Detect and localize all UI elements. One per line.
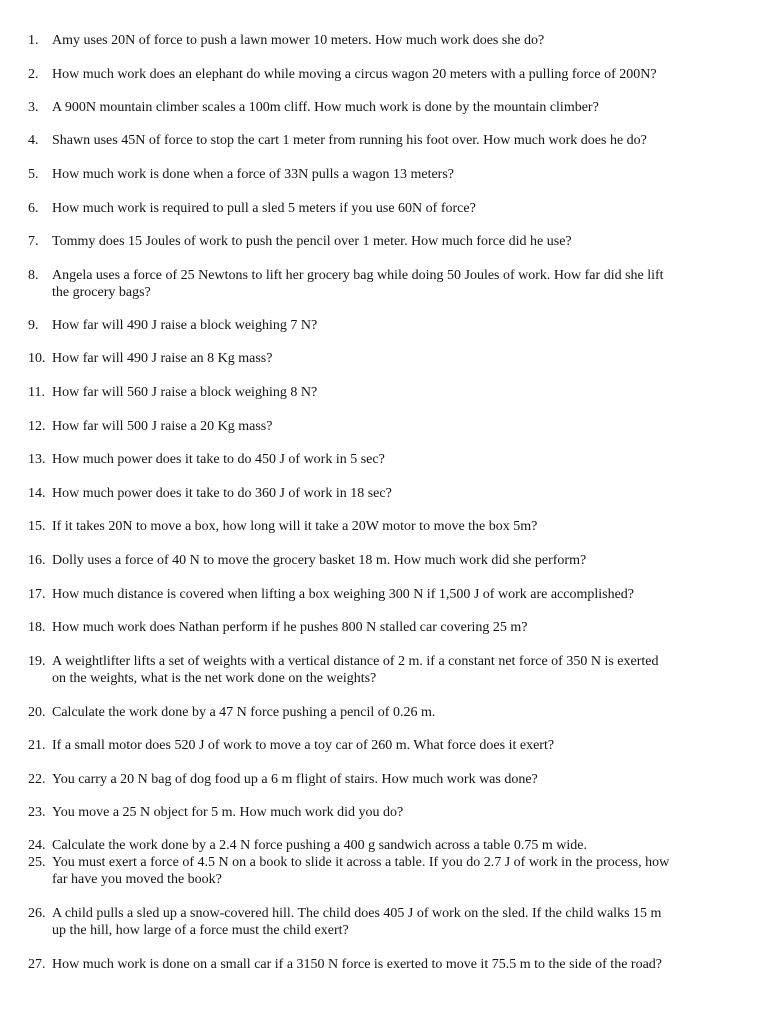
question-number: 26. <box>28 906 46 921</box>
question-text: How far will 490 J raise an 8 Kg mass? <box>52 351 273 366</box>
question-number: 23. <box>28 805 46 820</box>
question-text: How far will 500 J raise a 20 Kg mass? <box>52 419 273 434</box>
question-text: How much work does an elephant do while moving a circus wagon 20 meters with a pulling force of 200N? <box>52 67 657 82</box>
question-text: A 900N mountain climber scales a 100m cliff. How much work is done by the mountain climber? <box>52 100 599 115</box>
question-item <box>28 906 750 939</box>
question-text: Dolly uses a force of 40 N to move the grocery basket 18 m. How much work did she perform? <box>52 553 587 568</box>
question-item <box>28 738 750 755</box>
question-item <box>28 772 750 789</box>
question-item <box>28 268 750 301</box>
question-item <box>28 385 750 402</box>
question-text: How far will 490 J raise a block weighing 7 N? <box>52 318 318 333</box>
question-number: 12. <box>28 419 46 434</box>
question-item <box>28 553 750 570</box>
question-number: 10. <box>28 351 46 366</box>
question-text: How much work is done on a small car if a 3150 N force is exerted to move it 75.5 m to the side of the road? <box>52 957 663 972</box>
question-number: 8. <box>28 268 39 283</box>
question-number: 5. <box>28 167 39 182</box>
question-item <box>28 486 750 503</box>
question-item <box>28 351 750 368</box>
question-item <box>28 957 750 974</box>
question-number: 2. <box>28 67 39 82</box>
question-number: 19. <box>28 654 46 669</box>
question-text: Calculate the work done by a 47 N force pushing a pencil of 0.26 m. <box>52 705 436 720</box>
question-item <box>28 620 750 637</box>
question-number: 9. <box>28 318 39 333</box>
question-item <box>28 587 750 604</box>
question-text: If it takes 20N to move a box, how long will it take a 20W motor to move the box 5m? <box>52 519 538 534</box>
question-item <box>28 419 750 436</box>
question-item <box>28 67 750 84</box>
question-number: 11. <box>28 385 45 400</box>
question-text: You carry a 20 N bag of dog food up a 6 m flight of stairs. How much work was done? <box>52 772 538 787</box>
question-item <box>28 167 750 184</box>
question-number: 18. <box>28 620 46 635</box>
question-item <box>28 805 750 822</box>
question-item <box>28 201 750 218</box>
question-text: How much power does it take to do 360 J of work in 18 sec? <box>52 486 392 501</box>
question-number: 24. <box>28 838 46 853</box>
question-item <box>28 100 750 117</box>
question-text: If a small motor does 520 J of work to move a toy car of 260 m. What force does it exert? <box>52 738 555 753</box>
question-text: Amy uses 20N of force to push a lawn mower 10 meters. How much work does she do? <box>52 33 545 48</box>
question-item <box>28 33 750 50</box>
question-text: How much work is required to pull a sled 5 meters if you use 60N of force? <box>52 201 476 216</box>
question-number: 6. <box>28 201 39 216</box>
question-item <box>28 855 750 888</box>
question-text: Shawn uses 45N of force to stop the cart 1 meter from running his foot over. How much work does he do? <box>52 133 647 148</box>
question-text: How far will 560 J raise a block weighing 8 N? <box>52 385 318 400</box>
question-text: You must exert a force of 4.5 N on a book to slide it across a table. If you do 2.7 J of work in the process, how far have you moved the book? <box>52 855 670 887</box>
question-number: 27. <box>28 957 46 972</box>
question-text: Angela uses a force of 25 Newtons to lift her grocery bag while doing 50 Joules of work. How far did she lift the grocery bags? <box>52 268 664 300</box>
question-text: Tommy does 15 Joules of work to push the pencil over 1 meter. How much force did he use? <box>52 234 572 249</box>
question-number: 22. <box>28 772 46 787</box>
question-text: A child pulls a sled up a snow-covered hill. The child does 405 J of work on the sled. If the child walks 15 m up the hill, how large of a force must the child exert? <box>52 906 662 938</box>
question-number: 1. <box>28 33 39 48</box>
question-text: How much distance is covered when lifting a box weighing 300 N if 1,500 J of work are accomplished? <box>52 587 635 602</box>
question-text: How much work is done when a force of 33N pulls a wagon 13 meters? <box>52 167 455 182</box>
question-text: How much power does it take to do 450 J of work in 5 sec? <box>52 452 385 467</box>
question-number: 17. <box>28 587 46 602</box>
question-item <box>28 234 750 251</box>
question-number: 4. <box>28 133 39 148</box>
question-number: 7. <box>28 234 39 249</box>
question-number: 20. <box>28 705 46 720</box>
question-number: 13. <box>28 452 46 467</box>
question-text: You move a 25 N object for 5 m. How much work did you do? <box>52 805 404 820</box>
question-item <box>28 838 750 855</box>
question-number: 21. <box>28 738 46 753</box>
question-number: 16. <box>28 553 46 568</box>
question-item <box>28 318 750 335</box>
question-number: 3. <box>28 100 39 115</box>
question-item <box>28 133 750 150</box>
question-item <box>28 705 750 722</box>
question-number: 15. <box>28 519 46 534</box>
question-item <box>28 654 750 687</box>
question-number: 25. <box>28 855 46 870</box>
question-number: 14. <box>28 486 46 501</box>
question-text: Calculate the work done by a 2.4 N force pushing a 400 g sandwich across a table 0.75 m wide. <box>52 838 587 853</box>
question-text: How much work does Nathan perform if he pushes 800 N stalled car covering 25 m? <box>52 620 528 635</box>
question-item <box>28 452 750 469</box>
question-text: A weightlifter lifts a set of weights with a vertical distance of 2 m. if a constant net force of 350 N is exerted on the weights, what is the net work done on the weights? <box>52 654 659 686</box>
question-item <box>28 519 750 536</box>
